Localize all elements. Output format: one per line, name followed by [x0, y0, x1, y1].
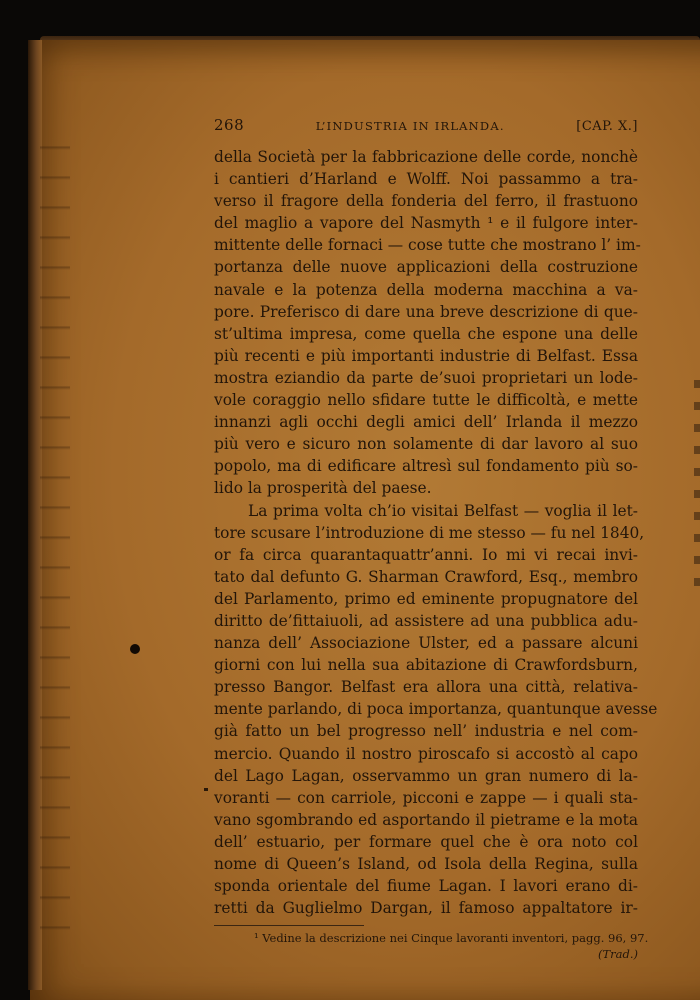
text-line: innanzi agli occhi degli amici dell’ Irlanda il mezzo — [214, 413, 638, 432]
text-line: dell’ estuario, per formare quel che è ora noto col — [214, 832, 638, 851]
footnote: ¹ Vedine la descrizione nei Cinque lavoranti inventori, pagg. 96, 97. — [254, 931, 649, 946]
body-text — [214, 146, 658, 919]
text-line: vole coraggio nello sfidare tutte le difficoltà, e mette — [214, 391, 638, 410]
text-line: st’ultima impresa, come quella che espone una delle — [214, 324, 638, 343]
text-line: retti da Guglielmo Dargan, il famoso appaltatore ir- — [214, 899, 638, 918]
text-line: or fa circa quarantaquattr’anni. Io mi vi recai invi- — [214, 545, 638, 564]
text-line: già fatto un bel progresso nell’ industria e nel com- — [214, 722, 638, 741]
chapter-reference: [CAP. X.] — [576, 119, 638, 134]
footnote-rule — [214, 925, 364, 926]
page-text-block — [214, 116, 658, 962]
paragraph-start-line: La prima volta ch’io visitai Belfast — voglia il let- — [248, 501, 638, 520]
text-line: del Parlamento, primo ed eminente propugnatore del — [214, 589, 638, 608]
ink-dot — [204, 788, 208, 791]
text-line: i cantieri d’Harland e Wolff. Noi passammo a tra- — [214, 170, 638, 189]
ink-blot — [130, 644, 140, 654]
text-line: nanza dell’ Associazione Ulster, ed a passare alcuni — [214, 634, 638, 653]
text-line: pore. Preferisco di dare una breve descrizione di que- — [214, 302, 638, 321]
text-line: nome di Queen’s Island, od Isola della Regina, sulla — [214, 855, 638, 873]
page-number: 268 — [214, 116, 245, 134]
right-edge-marks — [694, 380, 700, 600]
text-line: voranti — con carriole, picconi e zappe — i quali sta- — [214, 788, 638, 807]
binding-stitch-marks — [40, 120, 70, 940]
text-line: popolo, ma di edificare altresì sul fondamento più so- — [214, 457, 638, 476]
paragraph-end-line: lido la prosperità del paese. — [214, 479, 432, 498]
running-title: L’INDUSTRIA IN IRLANDA. — [315, 119, 505, 133]
footnote-translator-note: (Trad.) — [597, 947, 638, 962]
text-line: tore scusare l’introduzione di me stesso — fu nel 1840, — [214, 523, 645, 542]
text-line: mittente delle fornaci — cose tutte che mostrano l’ im- — [214, 236, 641, 255]
text-line: mente parlando, di poca importanza, quantunque avesse — [214, 700, 658, 719]
text-line: giorni con lui nella sua abitazione di Crawfordsburn, — [214, 656, 638, 675]
text-line: mercio. Quando il nostro piroscafo si accostò al capo — [214, 744, 638, 763]
text-line: più recenti e più importanti industrie di Belfast. Essa — [214, 346, 638, 365]
text-line: della Società per la fabbricazione delle corde, nonchè — [214, 148, 638, 166]
running-head — [214, 116, 638, 138]
text-line: del maglio a vapore del Nasmyth ¹ e il fulgore inter- — [214, 214, 638, 233]
text-line: mostra eziandio da parte de’suoi proprietari un lode- — [214, 368, 638, 387]
text-line: diritto de’fittaiuoli, ad assistere ad una pubblica adu- — [214, 611, 638, 630]
text-line: navale e la potenza della moderna macchina a va- — [214, 280, 638, 299]
text-line: verso il fragore della fonderia del ferro, il frastuono — [214, 192, 638, 211]
text-line: portanza delle nuove applicazioni della costruzione — [214, 258, 638, 277]
text-line: presso Bangor. Belfast era allora una città, relativa- — [214, 678, 638, 697]
text-line: sponda orientale del fiume Lagan. I lavori erano di- — [214, 877, 638, 896]
text-line: vano sgombrando ed asportando il pietrame e la mota — [214, 810, 638, 829]
text-line: del Lago Lagan, osservammo un gran numero di la- — [214, 766, 638, 785]
text-line: tato dal defunto G. Sharman Crawford, Esq., membro — [214, 567, 638, 586]
text-line: più vero e sicuro non solamente di dar lavoro al suo — [214, 435, 638, 454]
